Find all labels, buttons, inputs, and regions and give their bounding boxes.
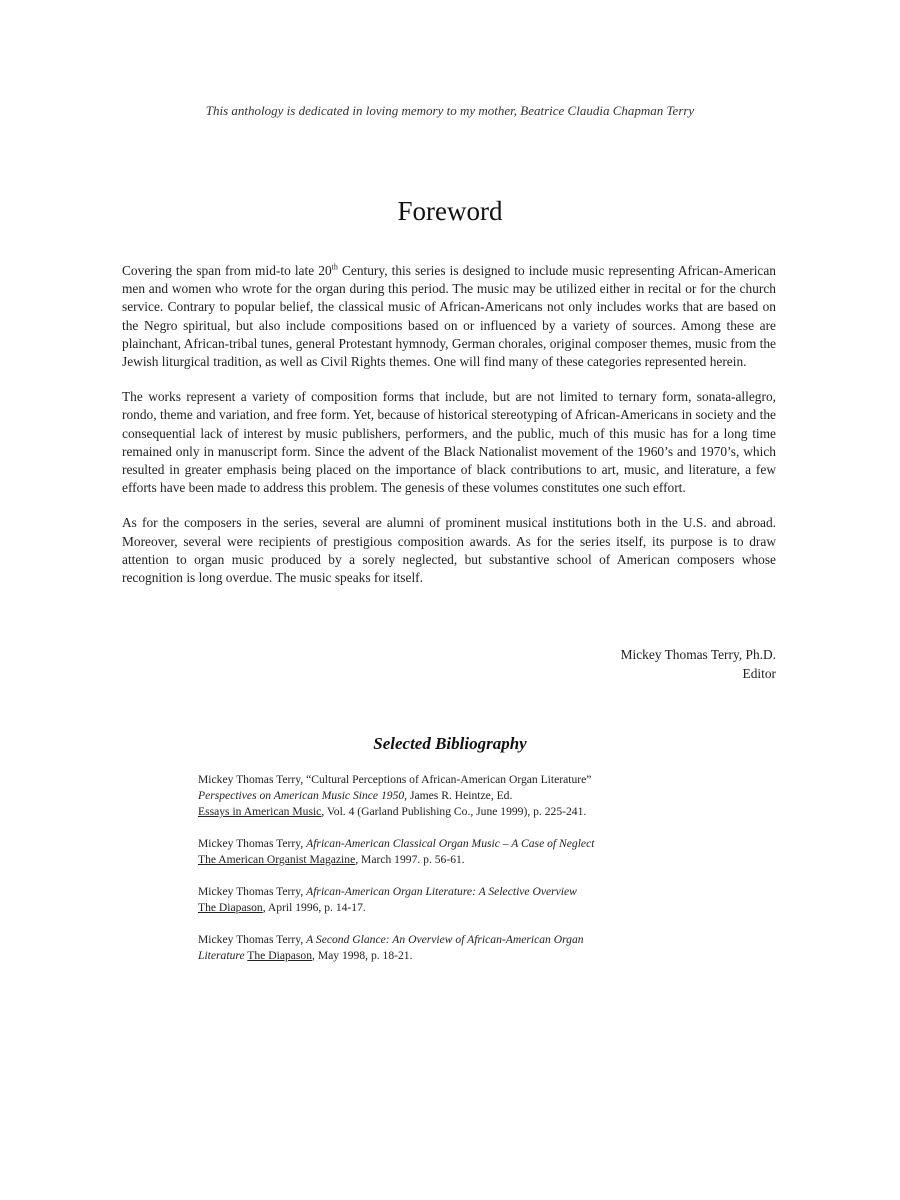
publication-title: Perspectives on American Music Since 1950 <box>198 789 405 802</box>
foreword-paragraph-1 <box>122 262 776 371</box>
bibliography-entry <box>198 836 718 868</box>
foreword-paragraph-2: The works represent a variety of composition forms that include, but are not limited to ternary form, sonata-allegro, rondo, theme and variation, and free form. Yet, because of historical stereotyping of African-Americans in society and the consequential lack of interest by music publishers, performers, and the public, much of this music has for a long time remained only in manuscript form. Since the advent of the Black Nationalist movement of the 1960’s and 1970’s, which resulted in greater emphasis being placed on the importance of black contributions to art, music, and literature, a few efforts have been made to address this problem. The genesis of these volumes constitutes one such effort. <box>122 389 776 496</box>
article-title: African-American Organ Literature: A Selective Overview <box>306 885 577 898</box>
article-title: African-American Classical Organ Music – A Case of Neglect <box>306 837 595 850</box>
entry-line <box>198 804 718 820</box>
entry-line <box>198 852 718 868</box>
ordinal-superscript: th <box>331 262 338 272</box>
entry-text: , May 1998, p. 18-21. <box>312 949 413 962</box>
entry-line <box>198 948 718 964</box>
publication-title: The Diapason <box>247 949 313 962</box>
entry-author: Mickey Thomas Terry, <box>198 885 307 898</box>
entry-line: Mickey Thomas Terry, “Cultural Perceptions of African-American Organ Literature” <box>198 773 592 786</box>
signature-role: Editor <box>742 666 776 681</box>
paragraph-1-start: Covering the span from mid-to late 20 <box>122 263 332 278</box>
entry-author: Mickey Thomas Terry, <box>198 933 307 946</box>
publication-title: The American Organist Magazine <box>198 853 356 866</box>
bibliography-entry <box>198 884 718 916</box>
publication-series: Essays in American Music <box>198 805 322 818</box>
foreword-paragraph-3: As for the composers in the series, several are alumni of prominent musical institutions both in the U.S. and abroad. Moreover, several were recipients of prestigious composition awards. As for the series itself, its purpose is to draw attention to organ music produced by a sorely neglected, but substantive school of American composers whose recognition is long overdue. The music speaks for itself. <box>122 515 776 586</box>
entry-text: , Vol. 4 (Garland Publishing Co., June 1999), p. 225-241. <box>321 805 587 818</box>
article-title-continued: Literature <box>198 949 245 962</box>
publication-title: The Diapason <box>198 901 263 914</box>
bibliography-entry <box>198 772 718 820</box>
signature-name: Mickey Thomas Terry, Ph.D. <box>620 647 776 662</box>
bibliography-list <box>198 772 718 980</box>
foreword-body <box>122 262 776 604</box>
bibliography-title: Selected Bibliography <box>373 734 527 753</box>
entry-line <box>198 884 718 900</box>
page-title: Foreword <box>397 196 503 226</box>
entry-text: , April 1996, p. 14-17. <box>262 901 366 914</box>
bibliography-entry <box>198 932 718 964</box>
entry-line <box>198 836 718 852</box>
entry-line <box>198 900 718 916</box>
entry-text: , James R. Heintze, Ed. <box>404 789 513 802</box>
entry-line <box>198 788 718 804</box>
entry-line <box>198 932 718 948</box>
article-title: A Second Glance: An Overview of African-American Organ <box>306 933 584 946</box>
dedication-line: This anthology is dedicated in loving memory to my mother, Beatrice Claudia Chapman Terry <box>205 103 695 118</box>
paragraph-1-rest: Century, this series is designed to include music representing African-American men and women who wrote for the organ during this period. The music may be utilized either in recital or for the church service. Contrary to popular belief, the classical music of African-Americans not only includes works that are based on the Negro spiritual, but also include compositions based on or influenced by a variety of sources. Among these are plainchant, African-tribal tunes, general Protestant hymnody, German chorales, original composer themes, music from the Jewish liturgical tradition, as well as Civil Rights themes. One will find many of these categories represented herein. <box>122 263 776 370</box>
entry-text: , March 1997. p. 56-61. <box>355 853 465 866</box>
signature-block <box>621 645 776 683</box>
entry-author: Mickey Thomas Terry, <box>198 837 307 850</box>
